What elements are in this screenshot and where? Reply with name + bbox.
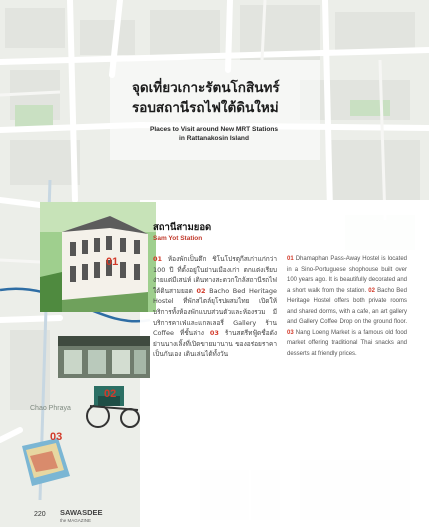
item-number-02: 02: [196, 286, 206, 295]
magazine-subtitle: the MAGAZINE: [60, 518, 92, 523]
item-number-01-en: 01: [287, 256, 294, 262]
english-body-column: [287, 254, 407, 359]
english-paragraph-1: Dhamaphan Pass-Away Hostel is located in a Sino-Portuguese shophouse built over 100 years ago. It is beautifully decorated and a short walk from the station.: [287, 256, 407, 294]
section-title-english: Sam Yot Station: [153, 235, 203, 242]
hostel-facade-photo: [58, 336, 150, 378]
vintage-rickshaw-photo: [80, 378, 150, 430]
title-english-line2: in Rattanakosin Island: [179, 135, 249, 142]
title-thai-line2: รอบสถานีรถไฟใต้ดินใหม่: [132, 100, 279, 116]
item-number-03: 03: [209, 329, 219, 338]
heritage-building-photo: [40, 202, 156, 312]
thai-body-column: [153, 254, 277, 360]
map-road-label: Chao Phraya: [30, 405, 71, 412]
photo-label-02: 02: [104, 388, 117, 400]
photo-label-01: 01: [106, 256, 119, 268]
page-number: 220: [34, 511, 46, 518]
title-english-line1: Places to Visit around New MRT Stations: [149, 126, 279, 133]
title-english: [128, 125, 300, 143]
english-paragraph-2: Bacho Bed Heritage Hostel offers both private rooms and shared dorms, with a cafe, an art gallery and Gallery Coffee Drop on the ground floor.: [287, 287, 407, 325]
item-number-03-en: 03: [287, 329, 294, 336]
english-paragraph-3: Nang Loeng Market is a famous old food market offering traditional Thai snacks and desserts at friendly prices.: [287, 329, 407, 357]
title-thai: [132, 78, 302, 118]
thai-paragraph-1: ห้องพักเป็นตึก ชิโนโปรตุกีสเก่าแก่กว่า 100 ปี ที่ตั้งอยู่ในย่านเมืองเก่า ตกแต่งเรียบง่ายแต่มีเสน่ห์ เดินทางสะดวกใกล้สถานีรถไฟใต้ดินสามยอด: [153, 255, 277, 295]
thai-paragraph-3: ร้านสตรีทฟู้ดชื่อดังย่านนางเลิ้งที่เปิดขายมานาน ของอร่อยราคาเป็นกันเอง เดินเล่นได้ทั้งวัน: [153, 329, 277, 359]
title-thai-line1: จุดเที่ยวเกาะรัตนโกสินทร์: [132, 80, 280, 96]
thai-paragraph-2: Bacho Bed Heritage Hostel ที่พักสไตล์ยุโรปผสมไทย เปิดให้บริการทั้งห้องพักแบบส่วนตัวและห้องรวม มีบริการคาเฟ่และแกลเลอรี่ Gallery ร้าน Coffee ที่ชั้นล่าง: [153, 286, 277, 338]
item-number-02-en: 02: [368, 287, 375, 294]
photo-label-03: 03: [50, 431, 63, 443]
magazine-name: SAWASDEE: [60, 508, 103, 517]
item-number-01: 01: [153, 255, 163, 263]
street-food-photo: [18, 432, 76, 490]
section-title-thai: สถานีสามยอด: [153, 222, 212, 233]
